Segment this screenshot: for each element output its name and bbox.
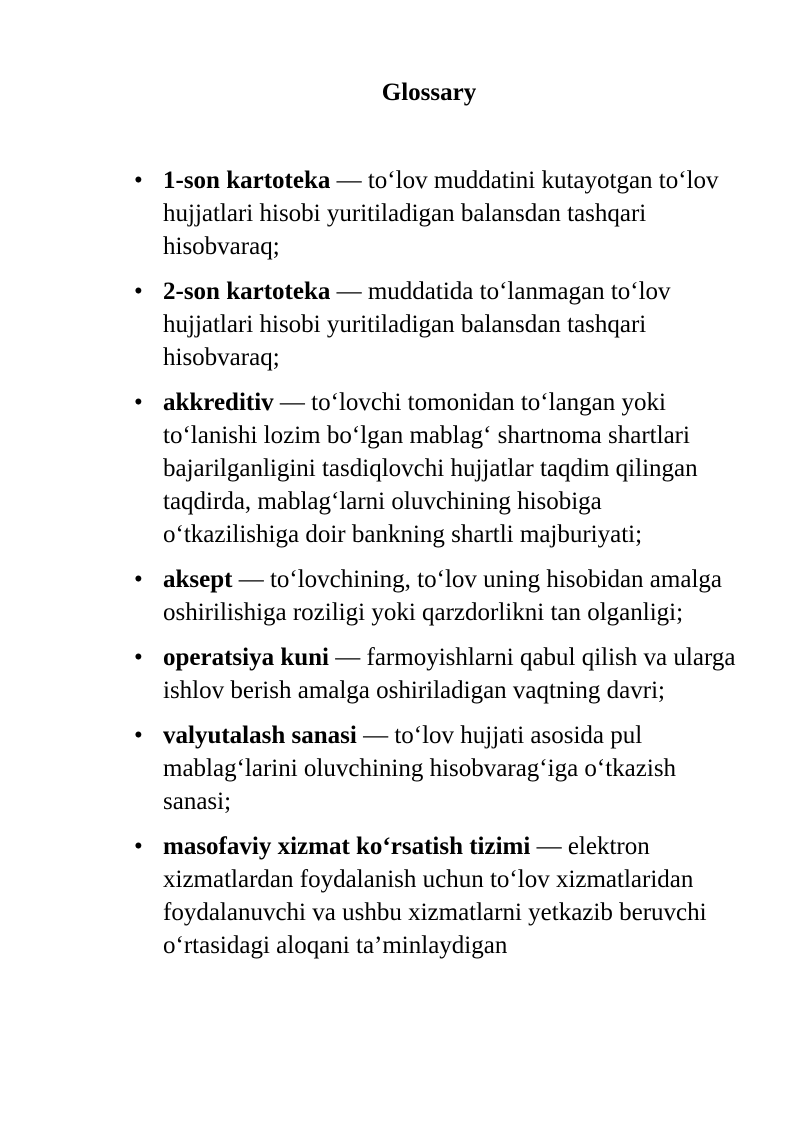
glossary-term: akkreditiv [163,389,274,416]
glossary-entry [134,830,743,962]
bullet-icon: • [134,722,143,749]
term-separator: — [330,278,368,305]
bullet-icon: • [134,167,143,194]
glossary-definition: muddatida to‘lanmagan to‘lov hujjatlari hisobi yuritiladigan balansdan tashqari hisobvaraq; [163,278,671,371]
glossary-term: masofaviy xizmat ko‘rsatish tizimi [163,833,531,860]
glossary-term: aksept [163,566,233,593]
glossary-list [134,164,743,974]
bullet-icon: • [134,644,143,671]
bullet-icon: • [134,278,143,305]
term-separator: — [329,644,367,671]
glossary-entry [134,275,743,374]
glossary-definition: to‘lov muddatini kutayotgan to‘lov hujjatlari hisobi yuritiladigan balansdan tashqari hisobvaraq; [163,167,719,260]
term-separator: — [356,722,395,749]
glossary-entry [134,719,743,818]
glossary-term: 1-son kartoteka [163,167,331,194]
term-separator: — [530,833,568,860]
glossary-definition: to‘lovchi tomonidan to‘langan yoki to‘lanishi lozim bo‘lgan mablag‘ shartnoma shartlari bajarilganligini tasdiqlovchi hujjatlar taqdim qilingan taqdirda, mablag‘larni oluvchining hisobiga o‘tkazilishiga doir bankning shartli majburiyati; [163,389,698,548]
glossary-entry [134,164,743,263]
term-separator: — [330,167,368,194]
bullet-icon: • [134,389,143,416]
page-title: Glossary [381,79,477,106]
glossary-term: valyutalash sanasi [163,722,357,749]
term-separator: — [273,389,312,416]
term-separator: — [232,566,270,593]
bullet-icon: • [134,566,143,593]
glossary-definition: elektron xizmatlardan foydalanish uchun to‘lov xizmatlaridan foydalanuvchi va ushbu xizmatlarni yetkazib beruvchi o‘rtasidagi aloqani ta’minlaydigan [163,833,707,959]
glossary-term: operatsiya kuni [163,644,330,671]
bullet-icon: • [134,833,143,860]
glossary-entry [134,386,743,551]
glossary-definition: to‘lov hujjati asosida pul mablag‘larini oluvchining hisobvarag‘iga o‘tkazish sanasi; [163,722,677,815]
glossary-entry [134,563,743,629]
glossary-definition: farmoyishlarni qabul qilish va ularga ishlov berish amalga oshiriladigan vaqtning davri; [163,644,736,704]
glossary-entry [134,641,743,707]
glossary-term: 2-son kartoteka [163,278,331,305]
glossary-definition: to‘lovchining, to‘lov uning hisobidan amalga oshirilishiga roziligi yoki qarzdorlikni tan olganligi; [163,566,722,626]
